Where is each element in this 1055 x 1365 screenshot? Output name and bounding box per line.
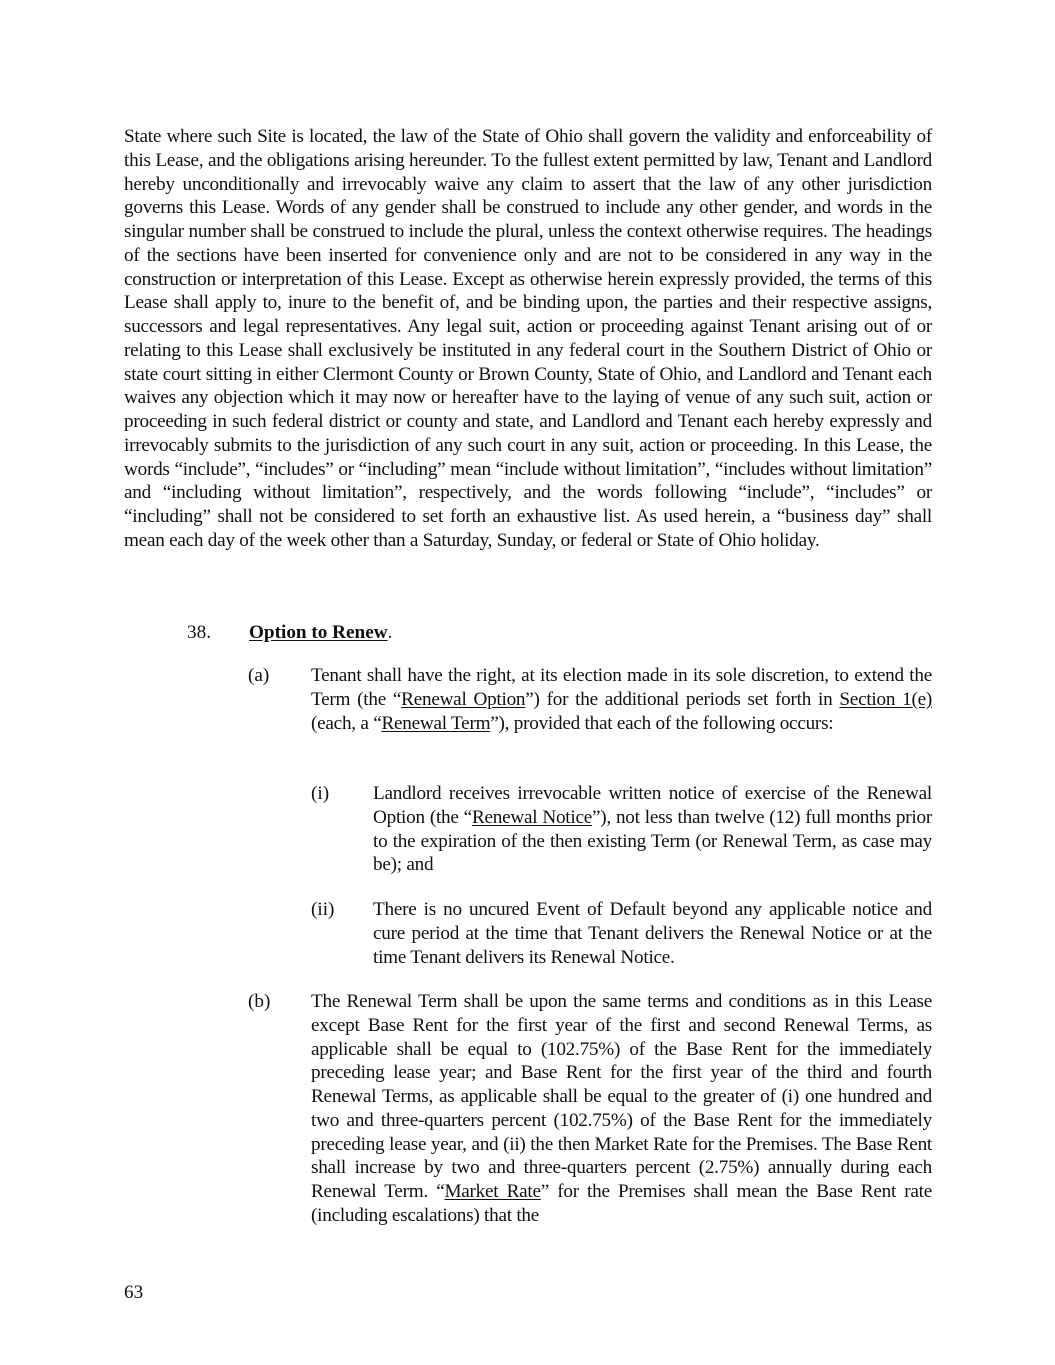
defined-term-renewal-notice: Renewal Notice <box>471 806 592 828</box>
subsection-b-text <box>311 990 932 1228</box>
item-ii-label: (ii) <box>311 899 335 920</box>
text-run: Tenant shall have the right, at its election made in its sole discretion, to extend the Term (the “ <box>311 665 932 710</box>
text-run: ”), provided that each of the following occurs: <box>490 712 834 734</box>
text-run: Landlord receives irrevocable written notice of exercise of the Renewal Option (the “ <box>373 783 932 828</box>
text-run: ”) for the additional periods set forth in <box>525 688 840 710</box>
defined-term-renewal-term: Renewal Term <box>381 712 491 734</box>
section-title-text: Option to Renew <box>249 622 388 643</box>
page-number: 63 <box>124 1282 144 1303</box>
text-run: The Renewal Term shall be upon the same terms and conditions as in this Lease except Base Rent for the first year of the first and second Renewal Terms, as applicable shall be equal to (102.75%) of the Base Rent for the immediately preceding lease year; and Base Rent for the first year of the third and fourth Renewal Terms, as applicable shall be equal to the greater of (i) one hundred and two and three-quarters percent (102.75%) of the Base Rent for the immediately preceding lease year, and (ii) the then Market Rate for the Premises. The Base Rent shall increase by two and three-quarters percent (2.75%) annually during each Renewal Term. “ <box>311 991 932 1202</box>
section-title <box>249 621 392 645</box>
item-i-text <box>373 782 932 877</box>
defined-term-market-rate: Market Rate <box>444 1181 541 1202</box>
section-number: 38. <box>187 622 211 643</box>
subsection-b-label: (b) <box>248 991 271 1012</box>
text-run: ” for the Premises shall mean the Base Rent rate (including escalations) that the <box>311 1181 932 1226</box>
text-run: ”), not less than twelve (12) full months prior to the expiration of the then existing Term (or Renewal Term, as case may be); and <box>373 806 932 876</box>
defined-term-renewal-option: Renewal Option <box>401 688 526 710</box>
item-i-label: (i) <box>311 783 330 804</box>
subsection-a-text <box>311 664 932 735</box>
section-reference: Section 1(e) <box>839 688 932 710</box>
item-ii-text: There is no uncured Event of Default beyond any applicable notice and cure period at the time that Tenant delivers the Renewal Notice or at the time Tenant delivers its Renewal Notice. <box>373 899 932 968</box>
subsection-a-label: (a) <box>248 665 270 686</box>
section-title-suffix: . <box>387 622 393 643</box>
continuation-paragraph: State where such Site is located, the law of the State of Ohio shall govern the validity and enforceability of this Lease, and the obligations arising hereunder. To the fullest extent permitted by law, Tenant and Landlord hereby unconditionally and irrevocably waive any claim to assert that the law of any other jurisdiction governs this Lease. Words of any gender shall be construed to include any other gender, and words in the singular number shall be construed to include the plural, unless the context otherwise requires. The headings of the sections have been inserted for convenience only and are not to be considered in any way in the construction or interpretation of this Lease. Except as otherwise herein expressly provided, the terms of this Lease shall apply to, inure to the benefit of, and be binding upon, the parties and their respective assigns, successors and legal representatives. Any legal suit, action or proceeding against Tenant arising out of or relating to this Lease shall exclusively be instituted in any federal court in the Southern District of Ohio or state court sitting in either Clermont County or Brown County, State of Ohio, and Landlord and Tenant each waives any objection which it may now or hereafter have to the laying of venue of any such suit, action or proceeding in such federal district or county and state, and Landlord and Tenant each hereby expressly and irrevocably submits to the jurisdiction of any such court in any suit, action or proceeding. In this Lease, the words “include”, “includes” or “including” mean “include without limitation”, “includes without limitation” and “including without limitation”, respectively, and the words following “include”, “includes” or “including” shall not be considered to set forth an exhaustive list. As used herein, a “business day” shall mean each day of the week other than a Saturday, Sunday, or federal or State of Ohio holiday. <box>124 126 932 551</box>
text-run: (each, a “ <box>311 712 382 734</box>
